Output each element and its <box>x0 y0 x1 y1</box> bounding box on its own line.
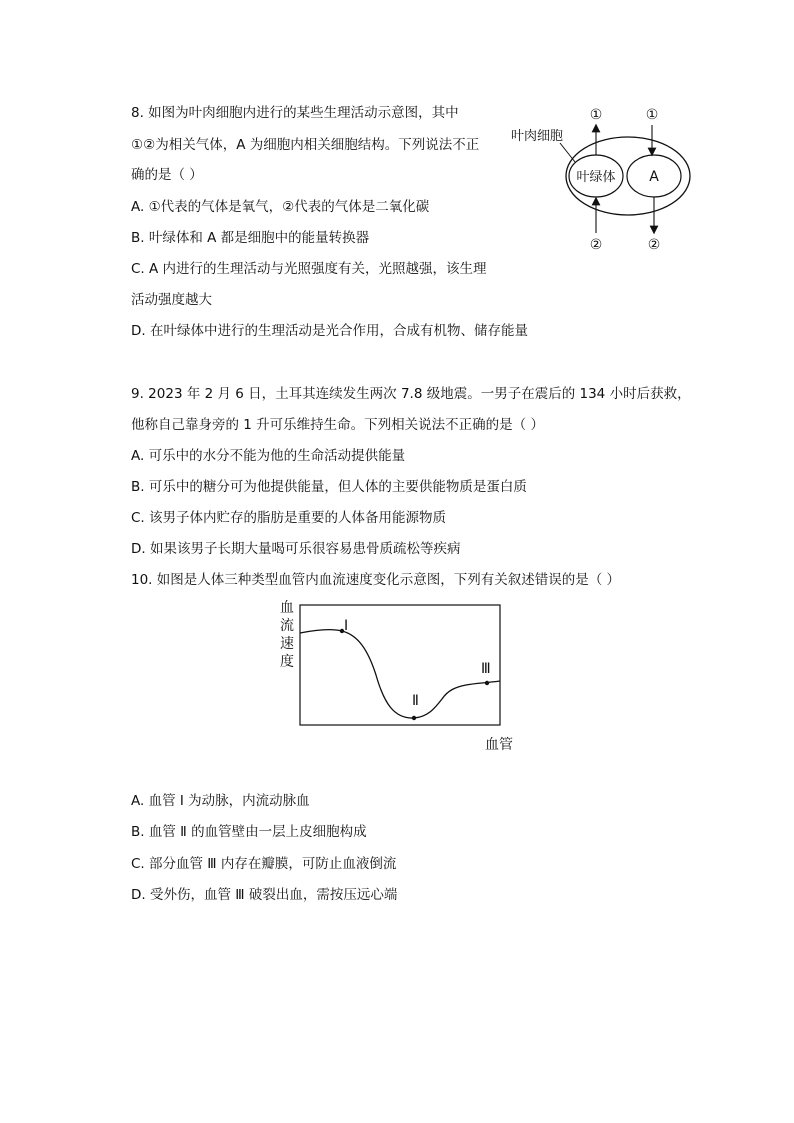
q8-option-c-line1: C. A 内进行的生理活动与光照强度有关，光照越强，该生理 <box>131 261 487 277</box>
q8-cell-diagram <box>505 100 700 260</box>
q8-option-a: A. ①代表的气体是氧气，②代表的气体是二氧化碳 <box>131 199 430 215</box>
gas2-label-left: ② <box>589 237 603 253</box>
q9-option-a: A. 可乐中的水分不能为他的生命活动提供能量 <box>131 448 406 464</box>
q9-stem-line2: 他称自己靠身旁的 1 升可乐维持生命。下列相关说法不正确的是（ ） <box>131 417 544 433</box>
q10-option-d: D. 受外伤，血管 Ⅲ 破裂出血，需按压远心端 <box>131 887 398 903</box>
q10-stem: 10. 如图是人体三种类型血管内血流速度变化示意图，下列有关叙述错误的是（ ） <box>131 572 621 588</box>
q8-option-d: D. 在叶绿体中进行的生理活动是光合作用，合成有机物、储存能量 <box>131 323 528 339</box>
q10-option-b: B. 血管 Ⅱ 的血管壁由一层上皮细胞构成 <box>131 824 367 840</box>
gas1-label-left: ① <box>589 107 603 123</box>
chart-frame <box>300 605 500 725</box>
structure-a-label: A <box>649 169 659 185</box>
ylabel-char-1: 血 <box>280 600 294 616</box>
gas2-label-right: ② <box>647 237 661 253</box>
q8-option-b: B. 叶绿体和 A 都是细胞中的能量转换器 <box>131 230 370 246</box>
q8-stem-line3: 确的是（ ） <box>131 167 203 183</box>
ylabel-char-4: 度 <box>280 654 294 670</box>
q8-stem-line1: 8. 如图为叶肉细胞内进行的某些生理活动示意图，其中 <box>131 105 459 121</box>
gas1-label-right: ① <box>645 107 659 123</box>
q10-option-c: C. 部分血管 Ⅲ 内存在瓣膜，可防止血液倒流 <box>131 856 397 872</box>
q10-option-a: A. 血管 I 为动脉，内流动脉血 <box>131 793 310 809</box>
point-iii-label: Ⅲ <box>481 661 491 677</box>
q9-option-d: D. 如果该男子长期大量喝可乐很容易患骨质疏松等疾病 <box>131 541 461 557</box>
point-ii-dot <box>412 716 416 720</box>
ylabel-char-2: 流 <box>280 618 294 634</box>
cell-label: 叶肉细胞 <box>511 129 564 144</box>
point-iii-dot <box>485 681 489 685</box>
q9-option-c: C. 该男子体内贮存的脂肪是重要的人体备用能源物质 <box>131 510 447 526</box>
point-i-label: I <box>344 618 349 634</box>
xlabel: 血管 <box>485 737 513 753</box>
chloroplast-label: 叶绿体 <box>576 170 616 185</box>
q9-stem-line1: 9. 2023 年 2 月 6 日，土耳其连续发生两次 7.8 级地震。一男子在震后的 134 小时后获救， <box>131 386 691 402</box>
q9-option-b: B. 可乐中的糖分可为他提供能量，但人体的主要供能物质是蛋白质 <box>131 479 527 495</box>
q8-option-c-line2: 活动强度越大 <box>131 292 212 308</box>
blood-flow-curve <box>300 630 500 719</box>
q10-blood-flow-chart <box>270 595 530 760</box>
q8-stem-line2: ①②为相关气体，A 为细胞内相关细胞结构。下列说法不正 <box>131 137 480 153</box>
ylabel-char-3: 速 <box>280 636 294 652</box>
point-ii-label: Ⅱ <box>412 693 419 709</box>
